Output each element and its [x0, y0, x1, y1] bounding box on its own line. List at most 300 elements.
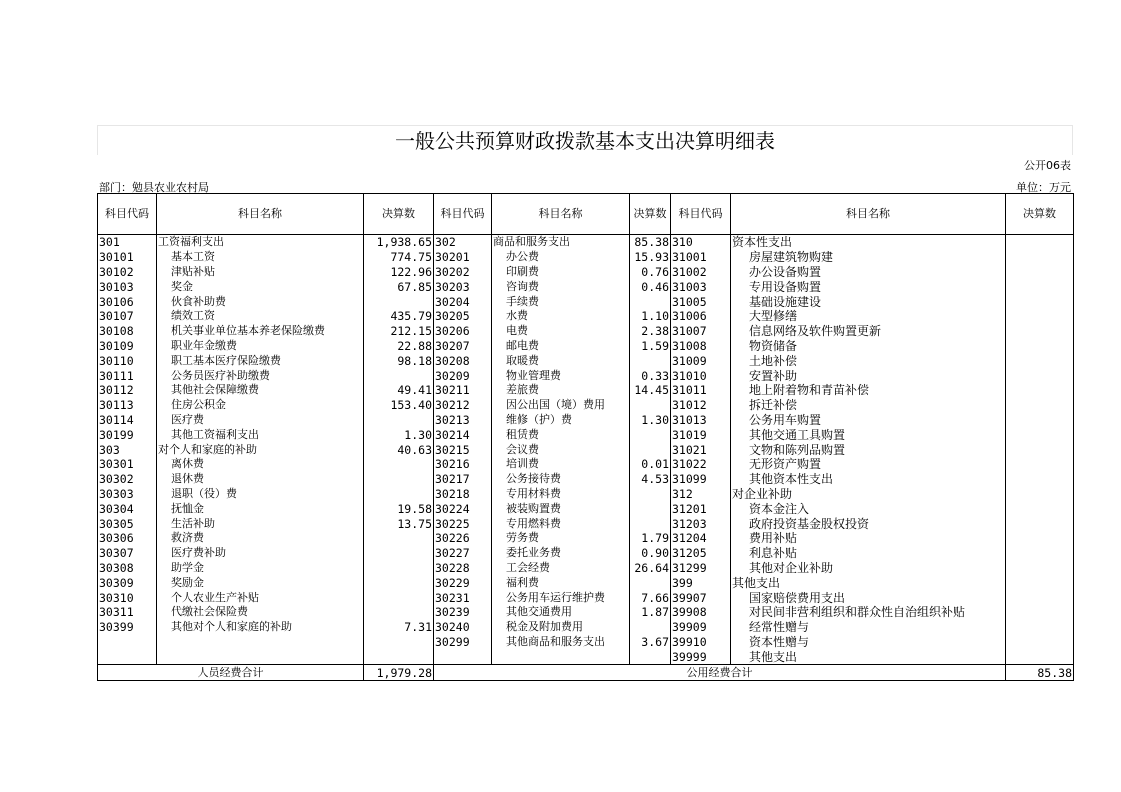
public-total-value: 85.38: [1006, 665, 1074, 681]
amount-cell: [630, 649, 671, 664]
amount-cell: [1006, 472, 1074, 487]
amount-cell: [630, 427, 671, 442]
amount-cell: 40.63: [364, 442, 434, 457]
public-total-label: 公用经费合计: [434, 665, 1006, 681]
name-cell: 奖励金: [157, 575, 364, 590]
name-cell: [157, 635, 364, 650]
header-cell: 科目代码: [671, 194, 731, 235]
amount-cell: [1006, 605, 1074, 620]
code-cell: 39910: [671, 635, 731, 650]
table-body: [98, 235, 1074, 665]
name-cell: 其他工资福利支出: [157, 427, 364, 442]
table-row: [98, 368, 1074, 383]
name-cell: 助学金: [157, 561, 364, 576]
name-cell: 印刷费: [492, 265, 630, 280]
amount-cell: [1006, 368, 1074, 383]
name-cell: 委托业务费: [492, 546, 630, 561]
name-cell: 拆迁补偿: [731, 398, 1006, 413]
amount-cell: [1006, 309, 1074, 324]
amount-cell: [364, 575, 434, 590]
code-cell: 30240: [434, 620, 492, 635]
name-cell: 大型修缮: [731, 309, 1006, 324]
name-cell: 其他资本性支出: [731, 472, 1006, 487]
code-cell: 30201: [434, 250, 492, 265]
amount-cell: [630, 442, 671, 457]
code-cell: 30304: [98, 501, 157, 516]
code-cell: 31022: [671, 457, 731, 472]
table-row: [98, 649, 1074, 664]
code-cell: 30107: [98, 309, 157, 324]
code-cell: 39999: [671, 649, 731, 664]
name-cell: 经常性赠与: [731, 620, 1006, 635]
name-cell: 邮电费: [492, 339, 630, 354]
name-cell: 对个人和家庭的补助: [157, 442, 364, 457]
name-cell: 公务用车运行维护费: [492, 590, 630, 605]
code-cell: 31008: [671, 339, 731, 354]
name-cell: 其他支出: [731, 649, 1006, 664]
code-cell: 303: [98, 442, 157, 457]
amount-cell: 3.67: [630, 635, 671, 650]
code-cell: 31099: [671, 472, 731, 487]
name-cell: 绩效工资: [157, 309, 364, 324]
name-cell: 公务用车购置: [731, 413, 1006, 428]
amount-cell: [364, 457, 434, 472]
code-cell: 30299: [434, 635, 492, 650]
amount-cell: [630, 487, 671, 502]
table-row: [98, 339, 1074, 354]
amount-cell: [1006, 516, 1074, 531]
code-cell: 30302: [98, 472, 157, 487]
code-cell: 30204: [434, 294, 492, 309]
amount-cell: [364, 368, 434, 383]
header-cell: 科目名称: [731, 194, 1006, 235]
name-cell: 办公费: [492, 250, 630, 265]
amount-cell: 98.18: [364, 353, 434, 368]
code-cell: 31019: [671, 427, 731, 442]
table-row: [98, 605, 1074, 620]
name-cell: 医疗费: [157, 413, 364, 428]
code-cell: 30102: [98, 265, 157, 280]
form-number: 公开06表: [1024, 159, 1071, 172]
name-cell: 奖金: [157, 279, 364, 294]
code-cell: 399: [671, 575, 731, 590]
name-cell: 电费: [492, 324, 630, 339]
amount-cell: 2.38: [630, 324, 671, 339]
name-cell: 税金及附加费用: [492, 620, 630, 635]
amount-cell: 122.96: [364, 265, 434, 280]
header-cell: 科目名称: [157, 194, 364, 235]
code-cell: 30106: [98, 294, 157, 309]
amount-cell: [630, 353, 671, 368]
name-cell: 医疗费补助: [157, 546, 364, 561]
amount-cell: [1006, 531, 1074, 546]
name-cell: 因公出国（境）费用: [492, 398, 630, 413]
code-cell: 31021: [671, 442, 731, 457]
amount-cell: [364, 649, 434, 664]
name-cell: 被装购置费: [492, 501, 630, 516]
name-cell: 资本性支出: [731, 235, 1006, 250]
amount-cell: [1006, 339, 1074, 354]
code-cell: 312: [671, 487, 731, 502]
name-cell: 商品和服务支出: [492, 235, 630, 250]
amount-cell: [1006, 575, 1074, 590]
code-cell: 31203: [671, 516, 731, 531]
name-cell: 其他交通费用: [492, 605, 630, 620]
table-row: [98, 413, 1074, 428]
code-cell: 30303: [98, 487, 157, 502]
code-cell: 30305: [98, 516, 157, 531]
table-row: [98, 235, 1074, 250]
name-cell: 基础设施建设: [731, 294, 1006, 309]
amount-cell: [1006, 265, 1074, 280]
name-cell: 职业年金缴费: [157, 339, 364, 354]
header-cell: 科目代码: [434, 194, 492, 235]
amount-cell: 15.93: [630, 250, 671, 265]
amount-cell: 0.01: [630, 457, 671, 472]
code-cell: 30213: [434, 413, 492, 428]
name-cell: 土地补偿: [731, 353, 1006, 368]
amount-cell: 0.76: [630, 265, 671, 280]
table-row: [98, 383, 1074, 398]
name-cell: 抚恤金: [157, 501, 364, 516]
amount-cell: 1,938.65: [364, 235, 434, 250]
name-cell: 对企业补助: [731, 487, 1006, 502]
code-cell: 31005: [671, 294, 731, 309]
amount-cell: 0.46: [630, 279, 671, 294]
code-cell: 30101: [98, 250, 157, 265]
table-row: [98, 531, 1074, 546]
header-cell: 决算数: [630, 194, 671, 235]
name-cell: 取暖费: [492, 353, 630, 368]
code-cell: 31201: [671, 501, 731, 516]
code-cell: 30308: [98, 561, 157, 576]
table-row: [98, 442, 1074, 457]
code-cell: 30203: [434, 279, 492, 294]
code-cell: 30224: [434, 501, 492, 516]
personnel-total-value: 1,979.28: [364, 665, 434, 681]
table-row: [98, 309, 1074, 324]
name-cell: 其他商品和服务支出: [492, 635, 630, 650]
expenditure-table: [97, 193, 1074, 681]
code-cell: 39907: [671, 590, 731, 605]
amount-cell: [1006, 413, 1074, 428]
name-cell: 租赁费: [492, 427, 630, 442]
code-cell: 30307: [98, 546, 157, 561]
amount-cell: 85.38: [630, 235, 671, 250]
amount-cell: [1006, 635, 1074, 650]
code-cell: 31011: [671, 383, 731, 398]
code-cell: 30215: [434, 442, 492, 457]
header-cell: 决算数: [1006, 194, 1074, 235]
name-cell: 专用燃料费: [492, 516, 630, 531]
name-cell: 资本金注入: [731, 501, 1006, 516]
amount-cell: [364, 487, 434, 502]
name-cell: [157, 649, 364, 664]
amount-cell: [630, 575, 671, 590]
name-cell: 其他对企业补助: [731, 561, 1006, 576]
name-cell: 伙食补助费: [157, 294, 364, 309]
table-row: [98, 427, 1074, 442]
table-row: [98, 620, 1074, 635]
amount-cell: [1006, 235, 1074, 250]
name-cell: 费用补贴: [731, 531, 1006, 546]
name-cell: 资本性赠与: [731, 635, 1006, 650]
code-cell: 30199: [98, 427, 157, 442]
code-cell: [98, 649, 157, 664]
amount-cell: [1006, 383, 1074, 398]
name-cell: 工会经费: [492, 561, 630, 576]
amount-cell: 0.90: [630, 546, 671, 561]
amount-cell: [364, 590, 434, 605]
amount-cell: 1.79: [630, 531, 671, 546]
code-cell: [98, 635, 157, 650]
code-cell: 30111: [98, 368, 157, 383]
amount-cell: 435.79: [364, 309, 434, 324]
code-cell: 30110: [98, 353, 157, 368]
name-cell: 文物和陈列品购置: [731, 442, 1006, 457]
amount-cell: [1006, 457, 1074, 472]
header-cell: 科目名称: [492, 194, 630, 235]
name-cell: 专用设备购置: [731, 279, 1006, 294]
code-cell: 30301: [98, 457, 157, 472]
code-cell: 31001: [671, 250, 731, 265]
amount-cell: [630, 620, 671, 635]
name-cell: [492, 649, 630, 664]
code-cell: 30214: [434, 427, 492, 442]
code-cell: 30207: [434, 339, 492, 354]
code-cell: 31205: [671, 546, 731, 561]
amount-cell: 19.58: [364, 501, 434, 516]
code-cell: 30217: [434, 472, 492, 487]
code-cell: 30225: [434, 516, 492, 531]
code-cell: 30306: [98, 531, 157, 546]
code-cell: 30211: [434, 383, 492, 398]
code-cell: 30208: [434, 353, 492, 368]
name-cell: 对民间非营利组织和群众性自治组织补贴: [731, 605, 1006, 620]
amount-cell: [364, 546, 434, 561]
code-cell: 30209: [434, 368, 492, 383]
code-cell: 31012: [671, 398, 731, 413]
amount-cell: 1.10: [630, 309, 671, 324]
amount-cell: [1006, 427, 1074, 442]
amount-cell: 1.59: [630, 339, 671, 354]
amount-cell: [630, 501, 671, 516]
name-cell: 手续费: [492, 294, 630, 309]
amount-cell: [1006, 501, 1074, 516]
table-row: [98, 635, 1074, 650]
amount-cell: 67.85: [364, 279, 434, 294]
code-cell: 31009: [671, 353, 731, 368]
name-cell: 津贴补贴: [157, 265, 364, 280]
code-cell: 302: [434, 235, 492, 250]
table-row: [98, 590, 1074, 605]
amount-cell: [1006, 353, 1074, 368]
amount-cell: 1.87: [630, 605, 671, 620]
name-cell: 无形资产购置: [731, 457, 1006, 472]
code-cell: 31006: [671, 309, 731, 324]
name-cell: 安置补助: [731, 368, 1006, 383]
amount-cell: [364, 531, 434, 546]
code-cell: 31013: [671, 413, 731, 428]
code-cell: 31007: [671, 324, 731, 339]
amount-cell: 22.88: [364, 339, 434, 354]
table-row: [98, 472, 1074, 487]
code-cell: 39909: [671, 620, 731, 635]
amount-cell: [630, 398, 671, 413]
code-cell: 31002: [671, 265, 731, 280]
code-cell: 301: [98, 235, 157, 250]
table-row: [98, 250, 1074, 265]
amount-cell: 212.15: [364, 324, 434, 339]
code-cell: 30202: [434, 265, 492, 280]
amount-cell: 0.33: [630, 368, 671, 383]
amount-cell: 774.75: [364, 250, 434, 265]
name-cell: 信息网络及软件购置更新: [731, 324, 1006, 339]
code-cell: 30227: [434, 546, 492, 561]
code-cell: 30109: [98, 339, 157, 354]
name-cell: 其他社会保障缴费: [157, 383, 364, 398]
name-cell: 机关事业单位基本养老保险缴费: [157, 324, 364, 339]
code-cell: 31003: [671, 279, 731, 294]
name-cell: 住房公积金: [157, 398, 364, 413]
name-cell: 工资福利支出: [157, 235, 364, 250]
header-cell: 决算数: [364, 194, 434, 235]
code-cell: 30218: [434, 487, 492, 502]
amount-cell: [364, 605, 434, 620]
name-cell: 差旅费: [492, 383, 630, 398]
code-cell: [434, 649, 492, 664]
name-cell: 生活补助: [157, 516, 364, 531]
amount-cell: [1006, 649, 1074, 664]
amount-cell: [364, 294, 434, 309]
unit-label: 单位：万元: [1016, 181, 1071, 194]
code-cell: 30310: [98, 590, 157, 605]
amount-cell: [1006, 324, 1074, 339]
code-cell: 30212: [434, 398, 492, 413]
amount-cell: [1006, 590, 1074, 605]
code-cell: 30239: [434, 605, 492, 620]
code-cell: 310: [671, 235, 731, 250]
name-cell: 会议费: [492, 442, 630, 457]
code-cell: 30112: [98, 383, 157, 398]
amount-cell: 13.75: [364, 516, 434, 531]
table-row: [98, 561, 1074, 576]
amount-cell: 153.40: [364, 398, 434, 413]
code-cell: 30205: [434, 309, 492, 324]
table-row: [98, 487, 1074, 502]
name-cell: 劳务费: [492, 531, 630, 546]
amount-cell: [364, 561, 434, 576]
code-cell: 30103: [98, 279, 157, 294]
table-row: [98, 501, 1074, 516]
code-cell: 30108: [98, 324, 157, 339]
amount-cell: [630, 516, 671, 531]
table-row: [98, 353, 1074, 368]
personnel-total-label: 人员经费合计: [98, 665, 364, 681]
amount-cell: [1006, 620, 1074, 635]
name-cell: 退职（役）费: [157, 487, 364, 502]
amount-cell: [1006, 487, 1074, 502]
name-cell: 培训费: [492, 457, 630, 472]
amount-cell: [1006, 294, 1074, 309]
code-cell: 39908: [671, 605, 731, 620]
name-cell: 退休费: [157, 472, 364, 487]
amount-cell: 1.30: [630, 413, 671, 428]
amount-cell: 49.41: [364, 383, 434, 398]
name-cell: 物资储备: [731, 339, 1006, 354]
amount-cell: [1006, 561, 1074, 576]
amount-cell: [364, 635, 434, 650]
name-cell: 救济费: [157, 531, 364, 546]
name-cell: 利息补贴: [731, 546, 1006, 561]
name-cell: 代缴社会保险费: [157, 605, 364, 620]
report-title: 一般公共预算财政拨款基本支出决算明细表: [97, 125, 1073, 155]
code-cell: 31010: [671, 368, 731, 383]
name-cell: 专用材料费: [492, 487, 630, 502]
name-cell: 离休费: [157, 457, 364, 472]
amount-cell: [364, 472, 434, 487]
table-row: [98, 279, 1074, 294]
code-cell: 30226: [434, 531, 492, 546]
name-cell: 物业管理费: [492, 368, 630, 383]
name-cell: 水费: [492, 309, 630, 324]
name-cell: 国家赔偿费用支出: [731, 590, 1006, 605]
header-row: [98, 194, 1074, 235]
code-cell: 30113: [98, 398, 157, 413]
amount-cell: 7.66: [630, 590, 671, 605]
code-cell: 30311: [98, 605, 157, 620]
code-cell: 30309: [98, 575, 157, 590]
code-cell: 30216: [434, 457, 492, 472]
code-cell: 30228: [434, 561, 492, 576]
amount-cell: [1006, 250, 1074, 265]
table-row: [98, 516, 1074, 531]
amount-cell: 4.53: [630, 472, 671, 487]
table-row: [98, 324, 1074, 339]
table-row: [98, 575, 1074, 590]
name-cell: 办公设备购置: [731, 265, 1006, 280]
amount-cell: [1006, 398, 1074, 413]
name-cell: 基本工资: [157, 250, 364, 265]
name-cell: 职工基本医疗保险缴费: [157, 353, 364, 368]
name-cell: 福利费: [492, 575, 630, 590]
amount-cell: [1006, 442, 1074, 457]
name-cell: 其他对个人和家庭的补助: [157, 620, 364, 635]
code-cell: 31204: [671, 531, 731, 546]
amount-cell: 1.30: [364, 427, 434, 442]
name-cell: 咨询费: [492, 279, 630, 294]
name-cell: 地上附着物和青苗补偿: [731, 383, 1006, 398]
name-cell: 公务员医疗补助缴费: [157, 368, 364, 383]
code-cell: 30114: [98, 413, 157, 428]
amount-cell: [1006, 546, 1074, 561]
code-cell: 31299: [671, 561, 731, 576]
code-cell: 30229: [434, 575, 492, 590]
name-cell: 公务接待费: [492, 472, 630, 487]
code-cell: 30231: [434, 590, 492, 605]
table-row: [98, 265, 1074, 280]
amount-cell: [630, 294, 671, 309]
department-label: 部门：勉县农业农村局: [99, 181, 209, 194]
amount-cell: 7.31: [364, 620, 434, 635]
header-cell: 科目代码: [98, 194, 157, 235]
table-row: [98, 294, 1074, 309]
table-row: [98, 398, 1074, 413]
name-cell: 个人农业生产补贴: [157, 590, 364, 605]
name-cell: 维修（护）费: [492, 413, 630, 428]
code-cell: 30399: [98, 620, 157, 635]
name-cell: 其他交通工具购置: [731, 427, 1006, 442]
